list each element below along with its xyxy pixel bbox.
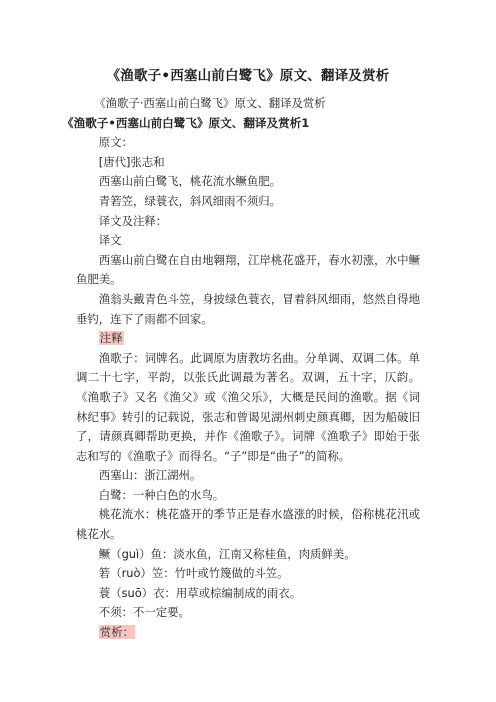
poem-line-2: 青箬笠，绿蓑衣，斜风细雨不须归。 [98, 193, 282, 208]
note-guiyu: 鳜（guì）鱼：淡水鱼，江南又称桂鱼，肉质鲜美。 [98, 546, 356, 561]
note-ruoli: 箬（ruò）笠：竹叶或竹篾做的斗笠。 [98, 566, 289, 581]
document-body [62, 94, 420, 643]
note-bailu: 白鹭：一种白色的水鸟。 [98, 487, 225, 502]
note-buxu: 不须：不一定要。 [98, 605, 190, 620]
notes-heading [76, 329, 420, 349]
appreciation-label-highlight: 赏析： [99, 625, 134, 640]
original-label: 原文： [98, 135, 133, 150]
section-heading: 《渔歌子•西塞山前白鹭飞》原文、翻译及赏析1 [62, 115, 310, 130]
page-title: 《渔歌子•西塞山前白鹭飞》原文、翻译及赏析 [106, 68, 390, 84]
appreciation-heading [76, 623, 420, 643]
translation-paragraph-1: 西塞山前白鹭在自由地翱翔，江岸桃花盛开，春水初涨，水中鳜鱼肥美。 [76, 252, 420, 287]
note-yugezi: 渔歌子：词牌名。此调原为唐教坊名曲。分单调、双调二体。单调二十七字，平韵，以张氏此调最为著名。双调，五十字，仄韵。《渔歌子》又名《渔父》或《渔父乐》，大概是民间的渔歌。据《词林纪事》转引的记载说，张志和曾谒见湖州刺史颜真卿，因为船破旧了，请颜真卿帮助更换，并作《渔歌子》。词牌《渔歌子》即始于张志和写的《渔歌子》而得名。“子”即是“曲子”的简称。 [76, 350, 420, 463]
notes-label-highlight: 注释 [99, 331, 123, 346]
translation-label: 译文 [98, 233, 122, 248]
note-suoyi: 蓑（suō）衣：用草或棕编制成的雨衣。 [98, 585, 302, 600]
translation-paragraph-2: 渔翁头戴青色斗笠，身披绿色蓑衣，冒着斜风细雨，悠然自得地垂钓，连下了雨都不回家。 [76, 291, 420, 326]
note-taohua: 桃花流水：桃花盛开的季节正是春水盛涨的时候，俗称桃花汛或桃花水。 [76, 507, 420, 542]
poem-line-1: 西塞山前白鹭飞，桃花流水鳜鱼肥。 [98, 174, 282, 189]
document-subtitle: 《渔歌子·西塞山前白鹭飞》原文、翻译及赏析 [94, 96, 326, 110]
translation-notes-label: 译文及注释： [98, 213, 168, 228]
poem-author: [唐代]张志和 [98, 154, 165, 169]
note-xisaishan: 西塞山：浙江湖州。 [98, 468, 202, 483]
